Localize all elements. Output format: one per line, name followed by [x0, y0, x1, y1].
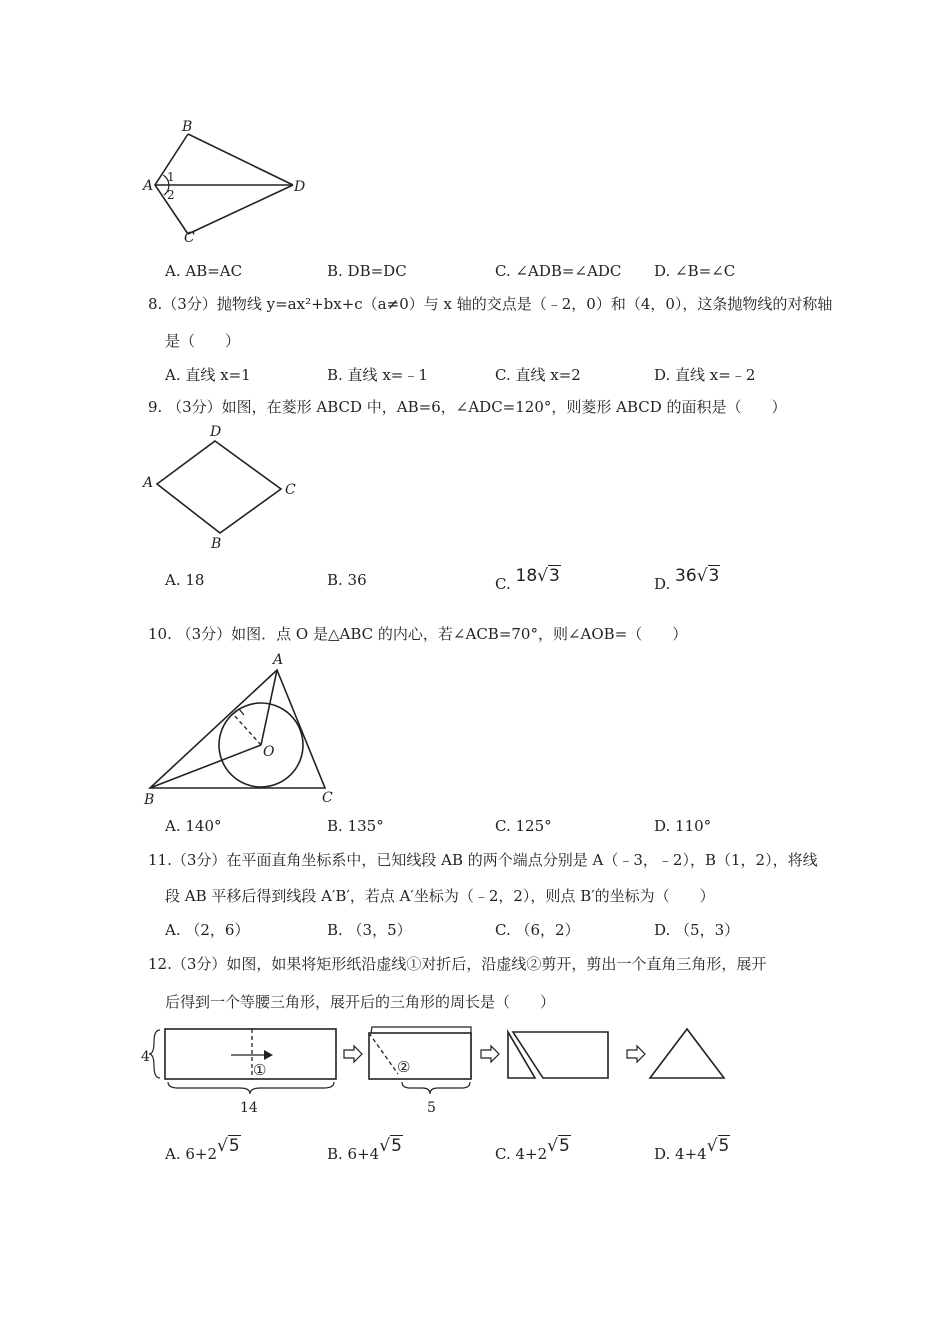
q9-option-c-prefix: C. [495, 575, 511, 593]
q12-option-c-sqrt: √5 [547, 1136, 570, 1156]
q12-option-d-prefix: D. 4+4 [654, 1145, 707, 1163]
q11-option-d[interactable]: D. （5，3） [654, 921, 740, 939]
q12-stem-line1: 12.（3分）如图，如果将矩形纸沿虚线①对折后，沿虚线②剪开，剪出一个直角三角形，展开 [148, 955, 767, 973]
q9-option-d-value: 36√3 [675, 566, 720, 586]
q8-option-c[interactable]: C. 直线 x=2 [495, 366, 581, 384]
q7-option-d[interactable]: D. ∠B=∠C [654, 262, 736, 280]
q10-label-A: A [273, 652, 284, 668]
q12-option-b-sqrt: √5 [379, 1136, 402, 1156]
q12-fold-mark: ① [253, 1061, 267, 1079]
q7-option-b[interactable]: B. DB=DC [327, 262, 407, 280]
q10-label-O: O [263, 744, 275, 760]
q11-option-a[interactable]: A. （2，6） [165, 921, 250, 939]
q12-option-b-prefix: B. 6+4 [327, 1145, 380, 1163]
q9-option-b[interactable]: B. 36 [327, 571, 367, 589]
q12-label-cut: 5 [427, 1100, 436, 1116]
q11-option-c[interactable]: C. （6，2） [495, 921, 580, 939]
q7-label-C: C [184, 230, 195, 246]
q10-option-a[interactable]: A. 140° [165, 817, 222, 835]
q12-option-c-prefix: C. 4+2 [495, 1145, 548, 1163]
q8-option-b[interactable]: B. 直线 x=﹣1 [327, 366, 428, 384]
q12-option-a-sqrt: √5 [217, 1136, 240, 1156]
q12-option-a-prefix: A. 6+2 [165, 1145, 218, 1163]
q7-figure [140, 118, 320, 248]
q7-label-D: D [294, 179, 306, 195]
q9-stem: 9. （3分）如图，在菱形 ABCD 中，AB=6，∠ADC=120°，则菱形 ABCD 的面积是（ ） [148, 398, 787, 416]
q12-cut-mark: ② [397, 1058, 411, 1076]
q12-option-d-sqrt: √5 [706, 1136, 730, 1156]
q9-label-A: A [143, 475, 154, 491]
q10-option-d[interactable]: D. 110° [654, 817, 712, 835]
q10-option-c[interactable]: C. 125° [495, 817, 552, 835]
q7-angle-2: 2 [167, 188, 175, 202]
q12-folding-figure [140, 1020, 740, 1120]
q9-option-d[interactable] [654, 566, 720, 594]
q12-option-c[interactable] [495, 1136, 571, 1164]
q9-option-d-prefix: D. [654, 575, 671, 593]
q10-label-B: B [144, 792, 155, 808]
q10-stem: 10. （3分）如图．点 O 是△ABC 的内心，若∠ACB=70°，则∠AOB=（ ） [148, 625, 688, 643]
q12-option-b[interactable] [327, 1136, 403, 1164]
q12-label-height: 4 [141, 1049, 150, 1065]
q9-rhombus-figure [140, 422, 310, 557]
q9-option-c[interactable] [495, 566, 561, 594]
q8-stem-line2: 是（ ） [165, 332, 241, 350]
q8-option-a[interactable]: A. 直线 x=1 [165, 366, 251, 384]
q7-angle-1: 1 [167, 170, 175, 184]
q7-option-c[interactable]: C. ∠ADB=∠ADC [495, 262, 622, 280]
q8-option-d[interactable]: D. 直线 x=﹣2 [654, 366, 756, 384]
q9-label-B: B [211, 536, 222, 552]
q9-label-D: D [210, 424, 222, 440]
q12-label-width: 14 [240, 1100, 258, 1116]
q7-label-B: B [182, 119, 193, 135]
q12-stem-line2: 后得到一个等腰三角形，展开后的三角形的周长是（ ） [165, 993, 556, 1011]
q12-option-d[interactable] [654, 1136, 730, 1164]
q7-option-a[interactable]: A. AB=AC [165, 262, 243, 280]
q9-option-a[interactable]: A. 18 [165, 571, 205, 589]
q11-stem-line1: 11.（3分）在平面直角坐标系中，已知线段 AB 的两个端点分别是 A（﹣3，﹣2），B（1，2），将线 [148, 851, 818, 869]
q10-triangle-figure [140, 650, 340, 810]
q12-option-a[interactable] [165, 1136, 241, 1164]
q7-label-A: A [143, 178, 154, 194]
q10-option-b[interactable]: B. 135° [327, 817, 384, 835]
q10-label-C: C [322, 790, 333, 806]
q9-option-c-value: 18√3 [515, 566, 560, 586]
q11-option-b[interactable]: B. （3，5） [327, 921, 412, 939]
q8-stem-line1: 8.（3分）抛物线 y=ax²+bx+c（a≠0）与 x 轴的交点是（﹣2，0）和（4，0），这条抛物线的对称轴 [148, 295, 833, 313]
q11-stem-line2: 段 AB 平移后得到线段 A′B′，若点 A′坐标为（﹣2，2），则点 B′的坐标为（ ） [165, 887, 715, 905]
q9-label-C: C [285, 482, 296, 498]
